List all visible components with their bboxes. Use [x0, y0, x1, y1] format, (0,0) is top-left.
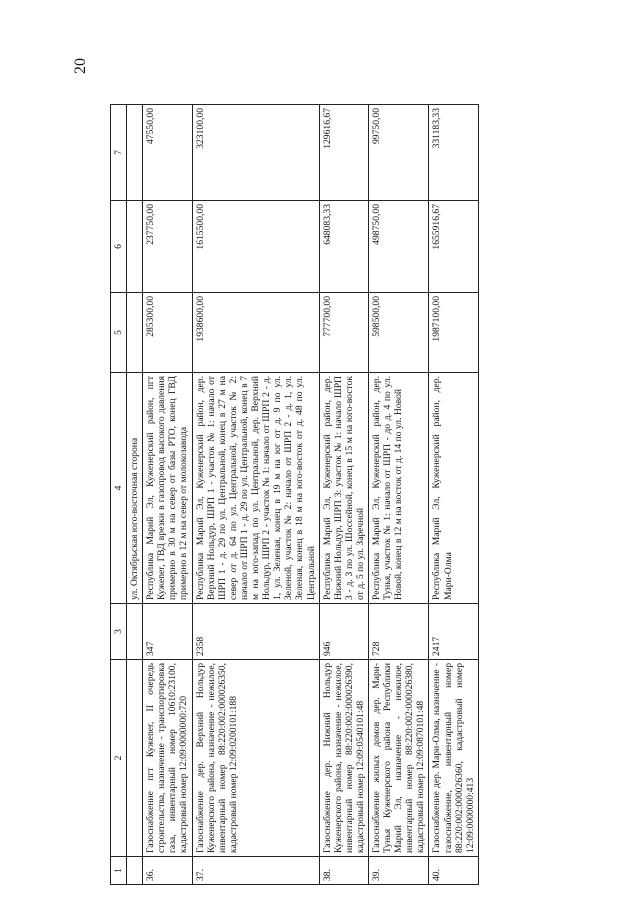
- object-length: 728: [368, 604, 428, 660]
- column-header: 1: [111, 857, 127, 885]
- object-address: ул. Октябрьская юго-восточная сторона: [127, 373, 143, 604]
- object-address: Республика Марий Эл, Куженерский район, дер. Мари-Олма: [429, 373, 478, 604]
- object-length: 2358: [192, 604, 319, 660]
- value-col6: 1615500,00: [192, 201, 319, 293]
- value-col5: 598500,00: [368, 293, 428, 373]
- row-number: 36.: [143, 857, 192, 885]
- row-number: 40.: [429, 857, 478, 885]
- object-address: Республика Марий Эл, Куженерский район, дер. Нижний Нольдур, ШРП 3: участок № 1: начало ШРП 3 - д. 3 по ул. Шоссейной, конец в 15 м на юго-восток от д. 5 по ул. Заречной: [319, 373, 368, 604]
- object-address: Республика Марий Эл, Куженерский район, дер. Тунья, участок № 1: начало от ШРП - до д. 4 по ул. Новой, конец в 12 м на восток от д. 14 по ул. Новой: [368, 373, 428, 604]
- table-row: [368, 105, 428, 885]
- table-row: [192, 105, 319, 885]
- value-col6: [127, 201, 143, 293]
- table-header-row: [111, 105, 127, 885]
- value-col5: [127, 293, 143, 373]
- property-table: [110, 104, 479, 885]
- value-col6: 1655916,67: [429, 201, 478, 293]
- value-col6: 237750,00: [143, 201, 192, 293]
- value-col7: [127, 105, 143, 201]
- table-row: [429, 105, 478, 885]
- value-col6: 498750,00: [368, 201, 428, 293]
- value-col5: 285300,00: [143, 293, 192, 373]
- object-length: 946: [319, 604, 368, 660]
- object-name: Газоснабжение дер. Нижний Нольдур Куженерского района, назначение - нежилое, инвентарный номер 88:220:002:000026390, кадастровый номер 12:09:0540101:48: [319, 660, 368, 857]
- value-col7: 129616,67: [319, 105, 368, 201]
- object-address: Республика Марий Эл, Куженерский район, пгт Кужener, ГВД врезки в газопровод высокого давления примерно в 30 м на север от базы РТО, конец ГВД примерно в 12 м на север от молокозавода: [143, 373, 192, 604]
- document-sheet: [110, 105, 610, 885]
- value-col7: 47550,00: [143, 105, 192, 201]
- column-header: 5: [111, 293, 127, 373]
- column-header: 2: [111, 660, 127, 857]
- object-name: Газоснабжение дер. Верхний Нольдур Куженерского района, назначение - нежилое, инвентарный номер 88:220:002:000026350, кадастровый номер 12:09:0200101:188: [192, 660, 319, 857]
- value-col5: 1938600,00: [192, 293, 319, 373]
- object-name: Газоснабжение жилых домов дер. Мари-Тунья Куженерского района Республики Марий Эл, назначение - нежилое, инвентарный номер 88:220:002:000026380, кадастровый номер 12:09:0870101:48: [368, 660, 428, 857]
- page-number: 20: [72, 58, 89, 74]
- value-col5: 777700,00: [319, 293, 368, 373]
- table-row: [143, 105, 192, 885]
- row-number: 39.: [368, 857, 428, 885]
- object-name: [127, 660, 143, 857]
- value-col7: 99750,00: [368, 105, 428, 201]
- object-name: Газоснабжение дер. Мари-Олма, назначение - газоснабжение, инвентарный номер 88:220:002:000026360, кадастровый номер 12:09:0000000:413: [429, 660, 478, 857]
- value-col6: 648083,33: [319, 201, 368, 293]
- object-address: Республика Марий Эл, Куженерский район, дер. Верхний Нольдур, ШРП 1 - участок № 1: начало от ШРП 1 - д. 29 по ул. Центральной, конец в 27 м на север от д. 64 по ул. Центральной, участок № 2: начало от ШРП 1 - д. 29 по ул. Центральной, конец в 7 м на юго-запад по ул. Центральной, дер. Верхний Нольдур, ШРП 2 - участок № 1: начало от ШРП 2 - д. 1, ул. Зеленая, конец в 19 м на юг от д. 9 по ул. Зеленой, участок № 2: начало от ШРП 2 - д. 1, ул. Зеленая, конец в 18 м на юго-восток от д. 48 по ул. Центральной: [192, 373, 319, 604]
- object-length: [127, 604, 143, 660]
- column-header: 4: [111, 373, 127, 604]
- column-header: 3: [111, 604, 127, 660]
- value-col7: 331183,33: [429, 105, 478, 201]
- object-length: 2417: [429, 604, 478, 660]
- column-header: 6: [111, 201, 127, 293]
- row-number: [127, 857, 143, 885]
- column-header: 7: [111, 105, 127, 201]
- object-name: Газоснабжение пгт Кужener, II очередь строительства, назначение - транспортировка газа, инвентарный номер 10610:23100, кадастровый номер 12:09:0000000:720: [143, 660, 192, 857]
- row-number: 37.: [192, 857, 319, 885]
- object-length: 347: [143, 604, 192, 660]
- table-row: [319, 105, 368, 885]
- row-number: 38.: [319, 857, 368, 885]
- table-row: [127, 105, 143, 885]
- value-col7: 323100,00: [192, 105, 319, 201]
- value-col5: 1987100,00: [429, 293, 478, 373]
